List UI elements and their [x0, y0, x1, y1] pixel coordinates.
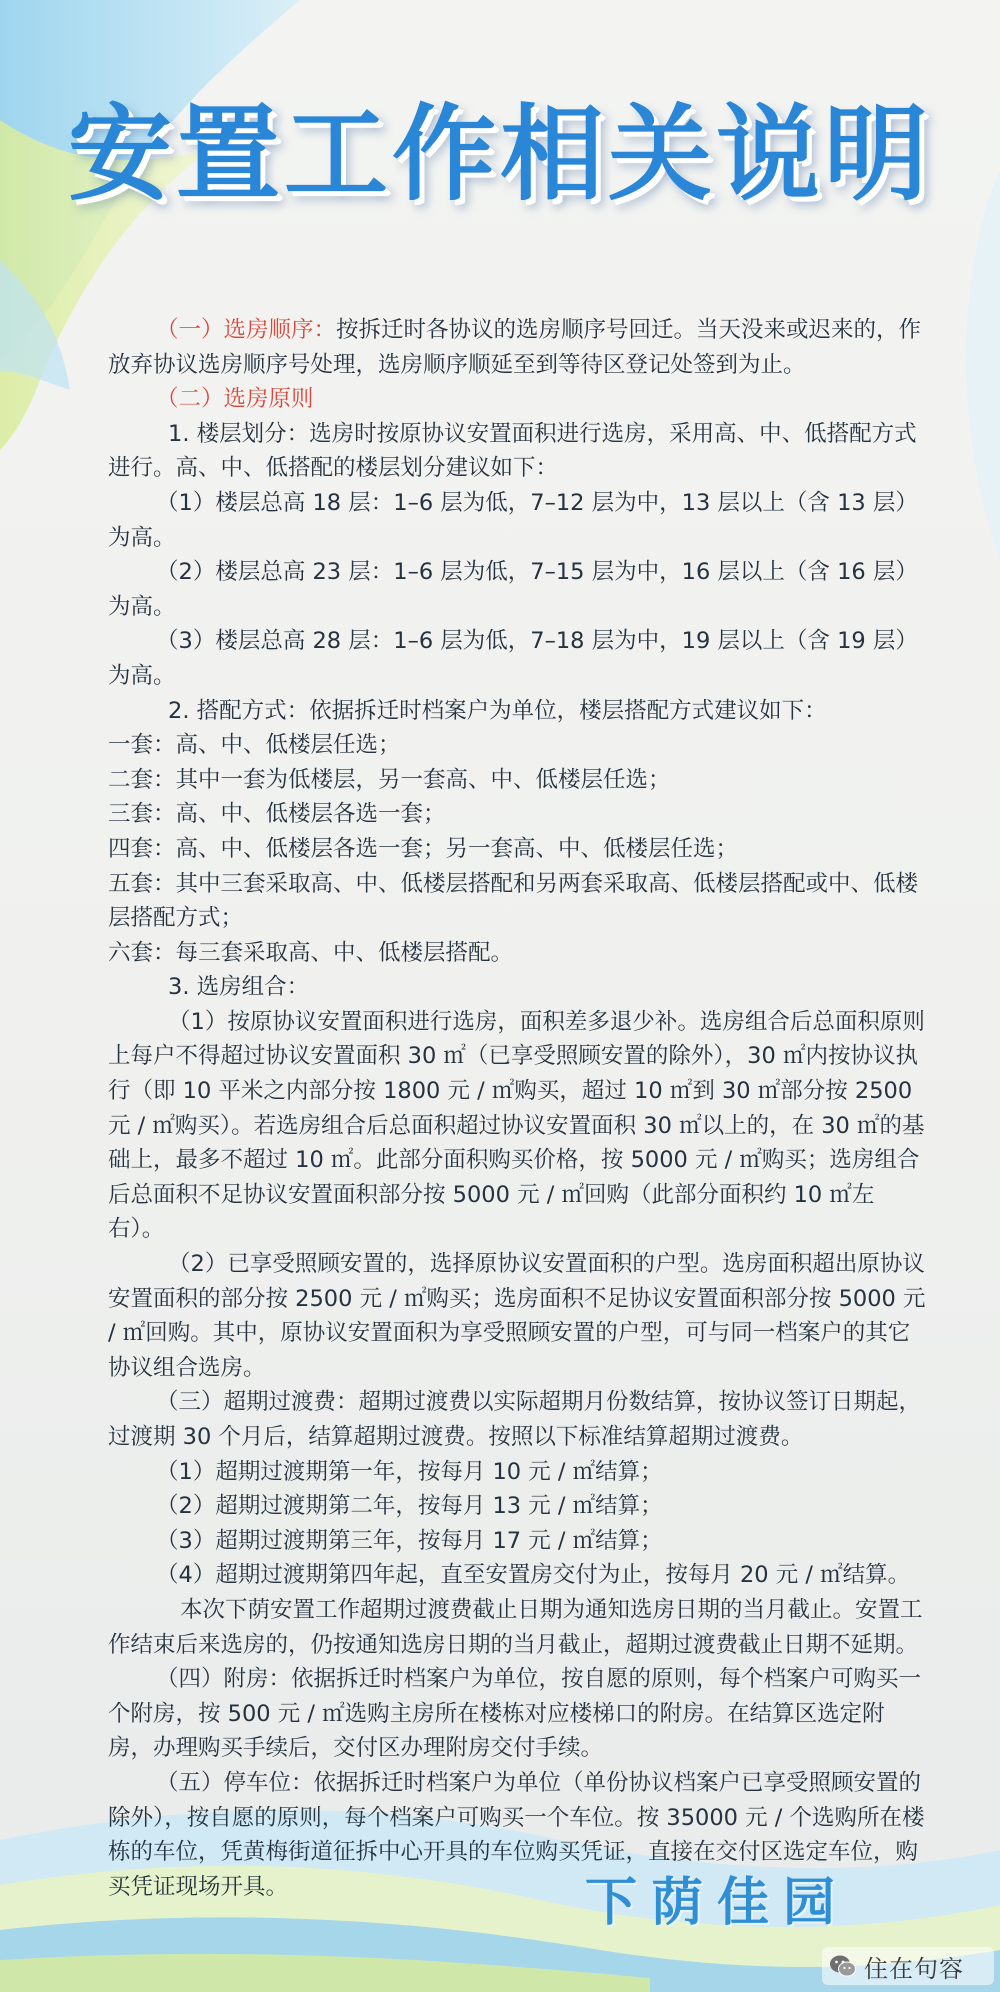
section-3 [108, 1385, 928, 1454]
transition-fee-year-4: （4）超期过渡期第四年起，直至安置房交付为止，按每月 20 元 / ㎡结算。 [156, 1562, 911, 1589]
section-5-text: 依据拆迁时档案户为单位（单份协议档案户已享受照顾安置的除外），按自愿的原则，每个档案户可购买一个车位。按 35000 元 / 个选购所在楼栋的车位，凭黄梅街道征拆中心开具的车位购买凭证，直接在交付区选定车位，购买凭证现场开具。 [108, 1769, 925, 1900]
section-1-heading: （一）选房顺序： [156, 317, 337, 343]
section-3-text: 超期过渡费以实际超期月份数结算，按协议签订日期起，过渡期 30 个月后，结算超期过渡费。按照以下标准结算超期过渡费。 [108, 1389, 922, 1450]
section-2-heading: （二）选房原则 [156, 386, 314, 413]
floor-rule-28: （3）楼层总高 28 层：1–6 层为低，7–18 层为中，19 层以上（含 19 层）为高。 [108, 628, 918, 689]
section-3-heading: （三）超期过渡费： [156, 1389, 359, 1416]
section-5-heading: （五）停车位： [156, 1769, 314, 1796]
floor-rule-18: （1）楼层总高 18 层：1–6 层为低，7–12 层为中，13 层以上（含 13 层）为高。 [108, 489, 918, 551]
project-name: 下荫佳园 [585, 1873, 850, 1933]
set-rule-2: 二套：其中一套为低楼层，另一套高、中、低楼层任选； [108, 766, 671, 793]
set-rule-1: 一套：高、中、低楼层任选； [108, 732, 401, 759]
page-title: 安置工作相关说明 [67, 92, 932, 215]
section-1-text: 按拆迁时各协议的选房顺序号回迁。当天没来或迟来的，作放弃协议选房顺序号处理，选房顺序顺延至到等待区登记处签到为止。 [108, 317, 922, 378]
watermark [822, 1947, 994, 1985]
section-4 [108, 1662, 928, 1766]
watermark-text: 住在句容 [864, 1954, 964, 1983]
set-rule-5: 五套：其中三套采取高、中、低楼层搭配和另两套采取高、低楼层搭配或中、低楼层搭配方式； [108, 870, 919, 932]
room-combination: 3. 选房组合： [168, 974, 310, 1001]
section-1 [108, 313, 928, 382]
transition-fee-year-2: （2）超期过渡期第二年，按每月 13 元 / ㎡结算； [156, 1493, 663, 1520]
floor-rule-23: （2）楼层总高 23 层：1–6 层为低，7–15 层为中，16 层以上（含 16 层）为高。 [108, 559, 918, 620]
section-4-heading: （四）附房： [156, 1666, 292, 1693]
wechat-icon [828, 1951, 858, 1981]
set-rule-3: 三套：高、中、低楼层各选一套； [108, 801, 446, 828]
notice-body [108, 313, 928, 1904]
combination-rule-2: （2）已享受照顾安置的，选择原协议安置面积的户型。选房面积超出原协议安置面积的部分按 2500 元 / ㎡购买；选房面积不足协议安置面积部分按 5000 元 / ㎡回购。其中，原协议安置面积为享受照顾安置的户型，可与同一档案户的其它协议组合选房。 [108, 1251, 926, 1381]
transition-fee-year-1: （1）超期过渡期第一年，按每月 10 元 / ㎡结算； [156, 1458, 663, 1485]
transition-fee-year-3: （3）超期过渡期第三年，按每月 17 元 / ㎡结算； [156, 1527, 663, 1554]
transition-fee-note: 本次下荫安置工作超期过渡费截止日期为通知选房日期的当月截止。安置工作结束后来选房的，仍按通知选房日期的当月截止，超期过渡费截止日期不延期。 [108, 1596, 923, 1658]
floor-division: 1. 楼层划分：选房时按原协议安置面积进行选房，采用高、中、低搭配方式进行。高、中、低搭配的楼层划分建议如下： [108, 420, 917, 482]
set-rule-6: 六套：每三套采取高、中、低楼层搭配。 [108, 939, 514, 966]
combination-rule-1: （1）按原协议安置面积进行选房，面积差多退少补。选房组合后总面积原则上每户不得超过协议安置面积 30 ㎡（已享受照顾安置的除外），30 ㎡内按协议执行（即 10 平米之内部分按 1800 元 / ㎡购买，超过 10 ㎡到 30 ㎡部分按 2500 元 / ㎡购买）。若选房组合后总面积超过协议安置面积 30 ㎡以上的，在 30 ㎡的基础上，最多不超过 10 ㎡。此部分面积购买价格，按 5000 元 / ㎡购买；选房组合后总面积不足协议安置面积部分按 5000 元 / ㎡回购（此部分面积约 10 ㎡左右）。 [108, 1008, 925, 1243]
matching-method: 2. 搭配方式：依据拆迁时档案户为单位，楼层搭配方式建议如下： [168, 697, 827, 724]
section-4-text: 依据拆迁时档案户为单位，按自愿的原则，每个档案户可购买一个附房，按 500 元 / ㎡选购主房所在楼栋对应楼梯口的附房。在结算区选定附房，办理购买手续后，交付区办理附房交付手续。 [108, 1666, 922, 1762]
set-rule-4: 四套：高、中、低楼层各选一套；另一套高、中、低楼层任选； [108, 835, 739, 862]
